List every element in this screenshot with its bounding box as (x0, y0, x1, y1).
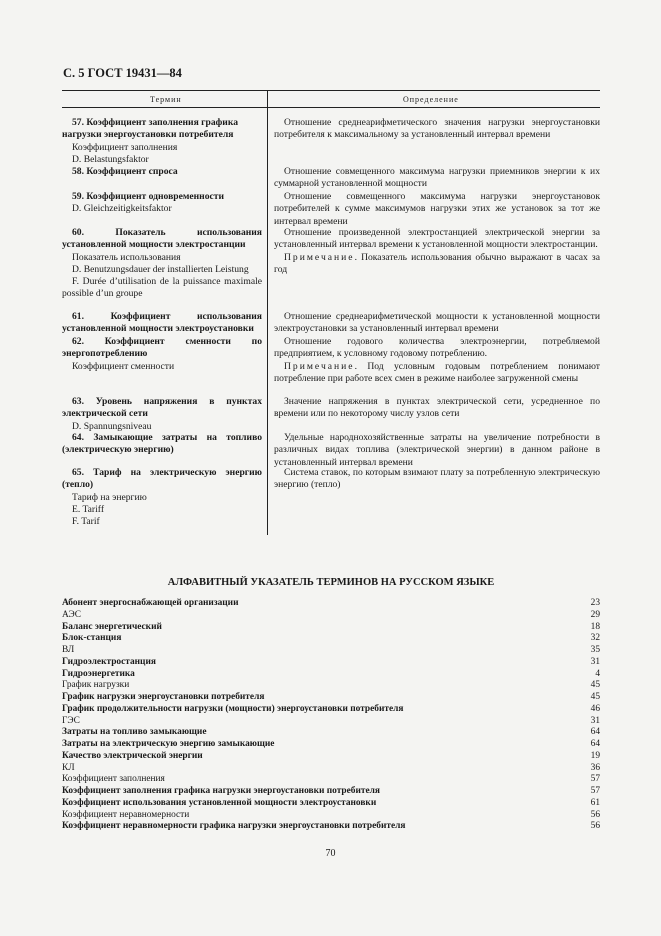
index-row (62, 739, 600, 751)
definition-57 (274, 117, 600, 142)
index-number: 45 (590, 680, 600, 691)
index-number: 57 (590, 786, 600, 796)
index-row (62, 657, 600, 669)
index-number: 64 (590, 739, 600, 749)
term-cell-63 (62, 396, 262, 433)
term-61-title: 61. Коэффициент использования установленной мощности электроустановки (62, 311, 262, 335)
index-term: Блок-станция (62, 633, 122, 644)
index-term: График нагрузки энергоустановки потребителя (62, 692, 265, 702)
definition-60-note (274, 252, 600, 277)
index-number: 64 (590, 727, 600, 738)
definition-62-note-text: . Под условным годовым потреблением понимают потребление при работе всех смен в режиме наиболее загруженной смены (274, 360, 600, 384)
term-59-german: D. Gleichzeitigkeitsfaktor (72, 203, 172, 215)
definition-57-text: Отношение среднеарифметического значения нагрузки энергоустановки потребителя к максимальному за установленный интервал времени (274, 117, 600, 141)
term-cell-59 (62, 191, 262, 216)
term-60-german: D. Benutzungsdauer der installierten Leistung (72, 263, 249, 275)
index-row (62, 598, 600, 610)
page-number: 70 (325, 848, 336, 859)
term-cell-61 (62, 311, 262, 336)
definition-62 (274, 336, 600, 385)
definition-64 (274, 432, 600, 469)
term-cell-65 (62, 467, 262, 528)
index-term: ВЛ (62, 645, 75, 655)
definition-64-text: Удельные народнохозяйственные затраты на увеличение потребности в различных видах топлива (электрической энергии) в данном районе в установленный интервал времени (274, 432, 600, 468)
index-row (62, 622, 600, 634)
index-number: 32 (590, 633, 600, 644)
index-term: Баланс энергетический (62, 621, 162, 632)
column-header-term: Термин (150, 95, 182, 104)
definition-63 (274, 396, 600, 421)
term-cell-58 (62, 166, 262, 178)
index-row (62, 786, 600, 798)
index-number: 46 (590, 703, 600, 714)
index-row (62, 810, 600, 822)
index-row (62, 669, 600, 681)
term-65-french: F. Tarif (72, 516, 100, 528)
index-term: Качество электрической энергии (62, 750, 203, 761)
term-58-title: 58. Коэффициент спроса (72, 166, 178, 177)
term-65-title: 65. Тариф на электрическую энергию (тепло) (62, 467, 262, 491)
index-term: Гидроэлектростанция (62, 656, 156, 667)
definition-61-text: Отношение среднеарифметической мощности к установленной мощности электроустановки за установленный интервал времени (274, 311, 600, 335)
term-cell-57 (62, 117, 262, 166)
index-number: 56 (590, 821, 600, 832)
index-number: 31 (590, 715, 600, 726)
index-row (62, 821, 600, 833)
table-top-rule (62, 90, 600, 91)
index-row (62, 692, 600, 704)
index-number: 19 (590, 750, 600, 761)
definition-59 (274, 191, 600, 228)
page-header: С. 5 ГОСТ 19431—84 (63, 66, 182, 80)
term-59-title: 59. Коэффициент одновременности (72, 191, 225, 202)
definition-65 (274, 467, 600, 492)
index-title: АЛФАВИТНЫЙ УКАЗАТЕЛЬ ТЕРМИНОВ НА РУССКОМ ЯЗЫКЕ (167, 577, 495, 588)
index-number: 45 (590, 692, 600, 702)
index-row (62, 633, 600, 645)
term-cell-60 (62, 227, 262, 301)
term-60-title: 60. Показатель использования установленной мощности электростанции (62, 227, 262, 251)
definition-58 (274, 166, 600, 191)
term-63-german: D. Spannungsniveau (72, 420, 152, 432)
term-63-title: 63. Уровень напряжения в пунктах электрической сети (62, 396, 262, 420)
definition-61 (274, 311, 600, 336)
index-row (62, 645, 600, 657)
index-term: Затраты на топливо замыкающие (62, 727, 207, 738)
index-row (62, 774, 600, 786)
definition-62-note (274, 361, 600, 386)
index-term: График продолжительности нагрузки (мощности) энергоустановки потребителя (62, 703, 404, 714)
definition-60-text: Отношение произведенной электростанцией электрической энергии за установленный интервал времени к установленной мощности электростанции. (274, 227, 600, 251)
index-row (62, 763, 600, 775)
index-number: 23 (590, 598, 600, 608)
definition-58-text: Отношение совмещенного максимума нагрузки приемников энергии к их суммарной установленной мощности (274, 166, 600, 190)
index-term: Коэффициент заполнения (62, 774, 165, 785)
term-62-synonym: Коэффициент сменности (72, 360, 175, 372)
index-row (62, 704, 600, 716)
term-65-english: E. Tariff (72, 503, 105, 515)
definition-59-text: Отношение совмещенного максимума нагрузки энергоустановок потребителей к сумме максимумов нагрузки этих же установок за тот же интервал времени (274, 191, 600, 227)
definition-62-text: Отношение годового количества электроэнергии, потребляемой предприятием, к условному годовому потреблению. (274, 336, 600, 360)
table-header-rule (62, 107, 600, 108)
index-number: 36 (590, 762, 600, 773)
index-number: 56 (590, 809, 600, 820)
index-number: 61 (590, 797, 600, 808)
definition-62-note-label: Примечание (284, 360, 355, 372)
index-row (62, 798, 600, 810)
index-term: Гидроэнергетика (62, 668, 135, 679)
index-term: Коэффициент неравномерности графика нагрузки энергоустановки потребителя (62, 821, 406, 832)
index-term: Коэффициент использования установленной мощности электроустановки (62, 797, 377, 808)
term-cell-62 (62, 336, 262, 373)
index-row (62, 716, 600, 728)
index-number: 57 (590, 774, 600, 785)
index-number: 18 (590, 621, 600, 632)
definition-63-text: Значение напряжения в пунктах электрической сети, усредненное по времени или по некоторому числу узлов сети (274, 396, 600, 420)
definition-60-note-text: . Показатель использования обычно выражают в часах за год (274, 251, 600, 275)
index-term: Коэффициент неравномерности (62, 809, 190, 820)
column-divider (267, 91, 268, 535)
index-term: Абонент энергоснабжающей организации (62, 598, 239, 608)
index-term: ГЭС (62, 715, 80, 726)
term-62-title: 62. Коэффициент сменности по энергопотреблению (62, 336, 262, 360)
term-cell-64 (62, 432, 262, 457)
index-term: График нагрузки (62, 680, 130, 691)
index-number: 31 (590, 656, 600, 667)
term-57-german: D. Belastungsfaktor (72, 153, 149, 165)
index-row (62, 610, 600, 622)
index-number: 35 (590, 645, 600, 655)
index-term: АЭС (62, 609, 81, 620)
definition-65-text: Система ставок, по которым взимают плату за потребленную электрическую энергию (тепло) (274, 467, 600, 491)
definition-60 (274, 227, 600, 276)
index-row (62, 727, 600, 739)
term-57-synonym: Коэффициент заполнения (72, 141, 178, 153)
definition-60-note-label: Примечание (284, 251, 355, 263)
index-row (62, 680, 600, 692)
column-header-definition: Определение (403, 95, 459, 104)
term-60-synonym: Показатель использования (72, 251, 181, 263)
term-65-synonym: Тариф на энергию (72, 491, 147, 503)
term-64-title: 64. Замыкающие затраты на топливо (электрическую энергию) (62, 432, 262, 456)
term-57-title: 57. Коэффициент заполнения графика нагрузки энергоустановки потребителя (62, 117, 238, 141)
term-60-french: F. Durée d’utilisation de la puissance maximale possible d’un groupe (62, 276, 262, 300)
index-row (62, 751, 600, 763)
index-term: Затраты на электрическую энергию замыкающие (62, 739, 275, 749)
index-number: 4 (595, 668, 600, 679)
index-term: КЛ (62, 762, 75, 773)
index-number: 29 (590, 609, 600, 620)
index-list (62, 598, 600, 833)
index-term: Коэффициент заполнения графика нагрузки энергоустановки потребителя (62, 786, 380, 796)
